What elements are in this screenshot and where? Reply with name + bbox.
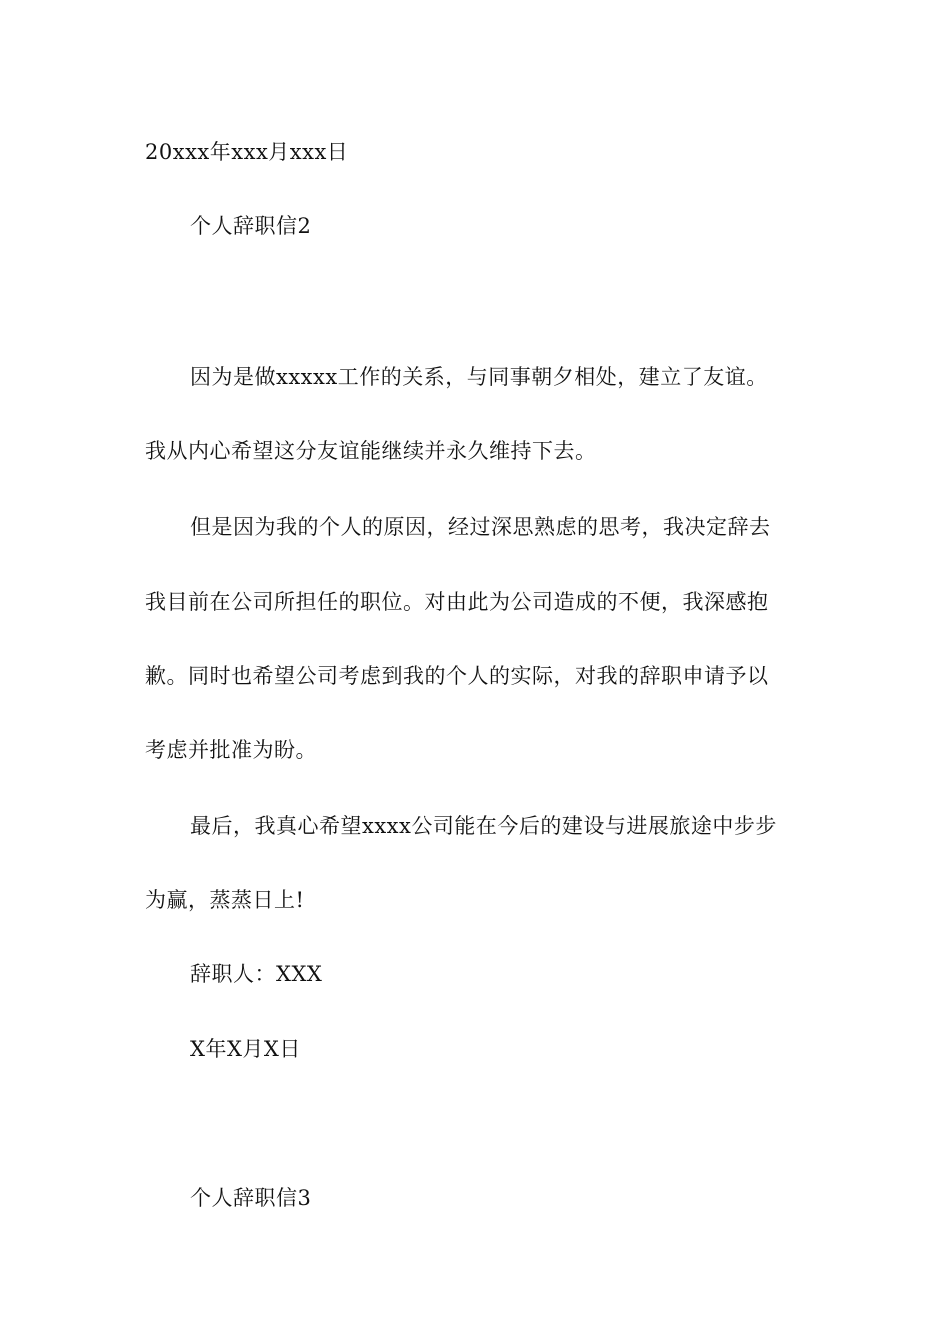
date-line: 20xxx年xxx月xxx日 bbox=[145, 140, 349, 164]
letter-heading-3: 个人辞职信3 bbox=[190, 1186, 312, 1210]
paragraph-3-line-2: 为赢，蒸蒸日上! bbox=[145, 888, 305, 912]
paragraph-2-line-3: 歉。同时也希望公司考虑到我的个人的实际，对我的辞职申请予以 bbox=[145, 664, 769, 688]
paragraph-1-line-1: 因为是做xxxxx工作的关系，与同事朝夕相处，建立了友谊。 bbox=[190, 365, 768, 389]
paragraph-2-line-4: 考虑并批准为盼。 bbox=[145, 738, 317, 762]
paragraph-1-line-2: 我从内心希望这分友谊能继续并永久维持下去。 bbox=[145, 439, 597, 463]
signature-line: 辞职人：XXX bbox=[190, 962, 323, 986]
signature-date: X年X月X日 bbox=[190, 1037, 301, 1061]
paragraph-2-line-1: 但是因为我的个人的原因，经过深思熟虑的思考，我决定辞去 bbox=[190, 515, 771, 539]
letter-heading-2: 个人辞职信2 bbox=[190, 214, 312, 238]
paragraph-2-line-2: 我目前在公司所担任的职位。对由此为公司造成的不便，我深感抱 bbox=[145, 590, 769, 614]
paragraph-3-line-1: 最后，我真心希望xxxx公司能在今后的建设与进展旅途中步步 bbox=[190, 814, 777, 838]
